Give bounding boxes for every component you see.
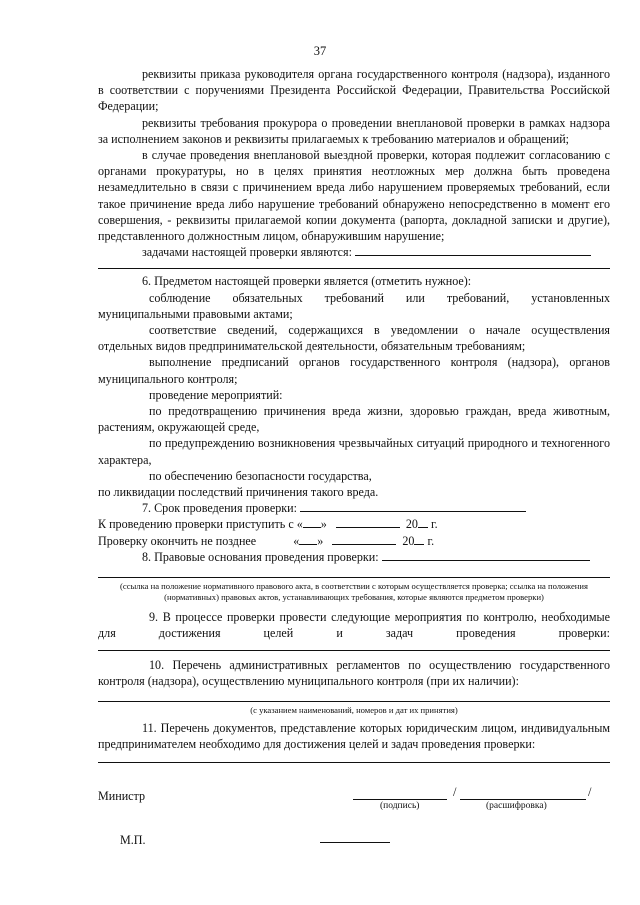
year-prefix: 20 [405, 517, 418, 532]
quote-close: » [320, 517, 327, 532]
page-number: 37 [313, 44, 327, 58]
section-7-line [98, 500, 610, 516]
legal-basis-continuation-line[interactable] [98, 577, 610, 578]
end-month-field[interactable] [332, 533, 396, 545]
signatory-position: Министр [98, 789, 146, 803]
section-11-line[interactable] [98, 762, 610, 763]
section-6-item-3: выполнение предписаний органов государственного контроля (надзора), органов муниципального контроля; [98, 355, 610, 386]
end-day-field[interactable] [299, 533, 317, 545]
start-date-label: К проведению проверки приступить с [98, 517, 294, 532]
slash-right: / [588, 785, 592, 799]
start-date-line [98, 516, 610, 532]
intro-paragraph-3: в случае проведения внеплановой выездной проверки, которая подлежит согласованию с органами прокуратуры, но в целях принятия неотложных мер должна быть проведена незамедлительно в связи с причинением вреда либо нарушением проверяемых требований, если такое причинение вреда либо нарушение требований обнаружено непосредственно в момент его совершения, - реквизиты прилагаемой копии документа (рапорта, докладной записки и другие), представленного должностным лицом, обнаружившим нарушение; [98, 148, 610, 244]
section-6-subitem-3: по обеспечению безопасности государства, [149, 468, 372, 483]
year-suffix: г. [431, 517, 438, 532]
section-9-line[interactable] [98, 650, 610, 651]
section-10-note: (с указанием наименований, номеров и дат их принятия) [250, 704, 458, 715]
section-8-note: (ссылка на положение нормативного правового акта, в соответствии с которым осуществляется проверка; ссылка на положения (нормативных) правовых актов, устанавливающих требования, которые являются предметом проверки) [120, 581, 588, 603]
quote-close: » [317, 533, 324, 548]
quote-open: « [293, 533, 300, 548]
footer-line [320, 842, 390, 843]
start-year-field[interactable] [418, 516, 428, 528]
section-6-item-2: соответствие сведений, содержащихся в уведомлении о начале осуществления отдельных видов предпринимательской деятельности, обязательным требованиям; [98, 323, 610, 354]
section-6-subitem-1: по предотвращению причинения вреда жизни, здоровью граждан, вреда животным, растениям, окружающей среде, [98, 404, 610, 435]
legal-basis-field[interactable] [382, 549, 590, 561]
intro-paragraph-1: реквизиты приказа руководителя органа государственного контроля (надзора), изданного в соответствии с поручениями Президента Российской Федерации, Правительства Российской Федерации; [98, 67, 610, 114]
stamp-place-label: М.П. [120, 833, 146, 847]
section-6-item-1: соблюдение обязательных требований или требований, установленных муниципальными правовыми актами; [98, 290, 610, 321]
section-6-subitem-2: по предупреждению возникновения чрезвычайных ситуаций природного и техногенного характера, [98, 436, 610, 467]
section-6-last: по ликвидации последствий причинения такого вреда. [98, 485, 379, 500]
tasks-line [98, 244, 610, 260]
decode-caption: (расшифровка) [486, 801, 547, 811]
document-body [98, 66, 610, 763]
year-prefix: 20 [402, 533, 415, 548]
section-8-line [98, 549, 610, 565]
signature-block [98, 785, 610, 855]
end-year-field[interactable] [414, 533, 424, 545]
start-month-field[interactable] [336, 516, 400, 528]
section-9-text: 9. В процессе проверки провести следующие мероприятия по контролю, необходимые для достижения целей и задач проведения проверки: [98, 610, 610, 641]
slash-left: / [453, 785, 457, 799]
section-11-text: 11. Перечень документов, представление которых юридическим лицом, индивидуальным предпринимателем необходимо для достижения целей и задач проведения проверки: [98, 720, 610, 752]
section-7-title: 7. Срок проведения проверки: [142, 501, 297, 516]
signature-caption: (подпись) [380, 801, 420, 811]
section-10-text: 10. Перечень административных регламентов по осуществлению государственного контроля (надзора), осуществлению муниципального контроля (при их наличии): [98, 657, 610, 688]
end-date-line [98, 533, 610, 549]
tasks-continuation-line[interactable] [98, 268, 610, 269]
term-blank-field[interactable] [300, 500, 526, 512]
end-date-label: Проверку окончить не позднее [98, 533, 257, 548]
intro-paragraph-2: реквизиты требования прокурора о проведении внеплановой проверки в рамках надзора за исполнением законов и реквизиты прилагаемых к требованию материалов и обращений; [98, 115, 610, 146]
signature-decode-field[interactable] [460, 799, 586, 800]
quote-open: « [296, 517, 303, 532]
signature-field[interactable] [353, 799, 447, 800]
tasks-blank-field[interactable] [355, 244, 591, 256]
section-6-title: 6. Предметом настоящей проверки является (отметить нужное): [142, 274, 472, 289]
section-6-item-4: проведение мероприятий: [149, 387, 283, 402]
start-day-field[interactable] [303, 516, 321, 528]
section-8-title: 8. Правовые основания проведения проверки: [142, 549, 379, 564]
section-10-line[interactable] [98, 701, 610, 702]
tasks-label: задачами настоящей проверки являются: [142, 245, 352, 260]
year-suffix: г. [427, 533, 435, 548]
